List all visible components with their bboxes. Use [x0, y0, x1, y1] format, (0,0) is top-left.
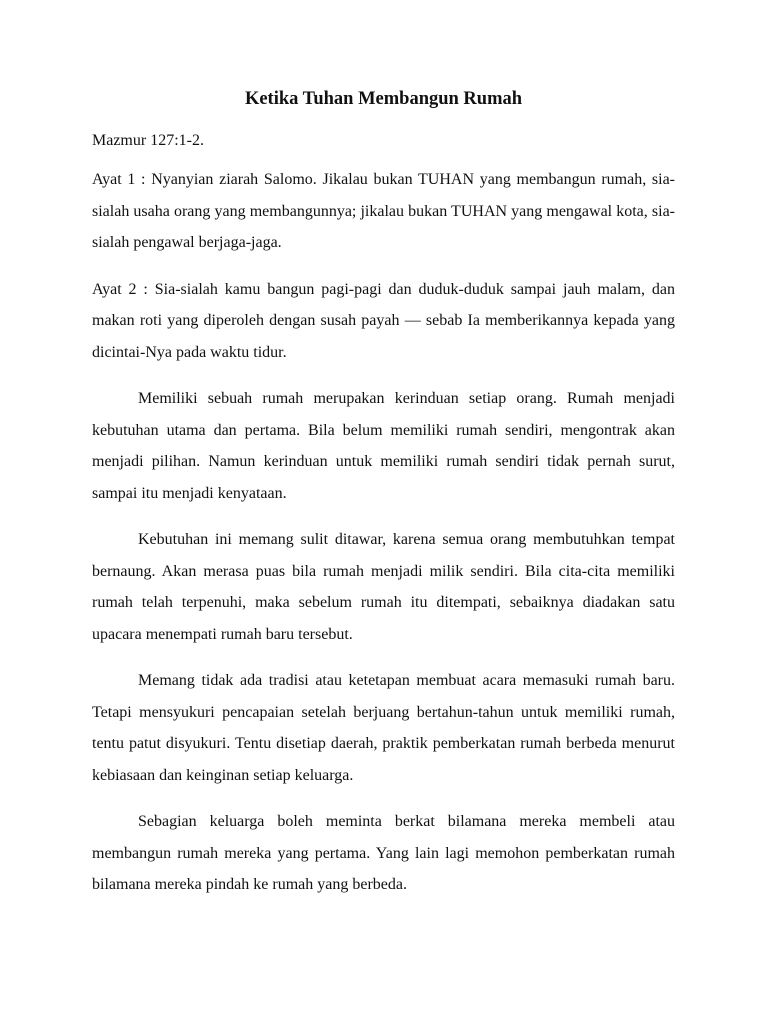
document-title: Ketika Tuhan Membangun Rumah [244, 89, 523, 109]
document-page [92, 86, 675, 916]
body-paragraph-2: Kebutuhan ini memang sulit ditawar, karena semua orang membutuhkan tempat bernaung. Akan merasa puas bila rumah menjadi milik sendiri. Bila cita-cita memiliki rumah telah terpenuhi, maka sebelum rumah itu ditempati, sebaiknya diadakan satu upacara menempati rumah baru tersebut. [92, 531, 675, 643]
body-paragraph-1: Memiliki sebuah rumah merupakan kerinduan setiap orang. Rumah menjadi kebutuhan utama dan pertama. Bila belum memiliki rumah sendiri, mengontrak akan menjadi pilihan. Namun kerinduan untuk memiliki rumah sendiri tidak pernah surut, sampai itu menjadi kenyataan. [92, 390, 675, 502]
scripture-reference: Mazmur 127:1-2. [92, 132, 204, 149]
verse-2: Ayat 2 : Sia-sialah kamu bangun pagi-pagi dan duduk-duduk sampai jauh malam, dan makan roti yang diperoleh dengan susah payah — sebab Ia memberikannya kepada yang dicintai-Nya pada waktu tidur. [92, 280, 675, 361]
body-paragraph-4: Sebagian keluarga boleh meminta berkat bilamana mereka membeli atau membangun rumah mereka yang pertama. Yang lain lagi memohon pemberkatan rumah bilamana mereka pindah ke rumah yang berbeda. [92, 813, 675, 893]
verse-1: Ayat 1 : Nyanyian ziarah Salomo. Jikalau bukan TUHAN yang membangun rumah, sia-sialah usaha orang yang membangunnya; jikalau bukan TUHAN yang mengawal kota, sia-sialah pengawal berjaga-jaga. [92, 171, 675, 251]
body-paragraph-3: Memang tidak ada tradisi atau ketetapan membuat acara memasuki rumah baru. Tetapi mensyukuri pencapaian setelah berjuang bertahun-tahun untuk memiliki rumah, tentu patut disyukuri. Tentu disetiap daerah, praktik pemberkatan rumah berbeda menurut kebiasaan dan keinginan setiap keluarga. [92, 672, 675, 784]
